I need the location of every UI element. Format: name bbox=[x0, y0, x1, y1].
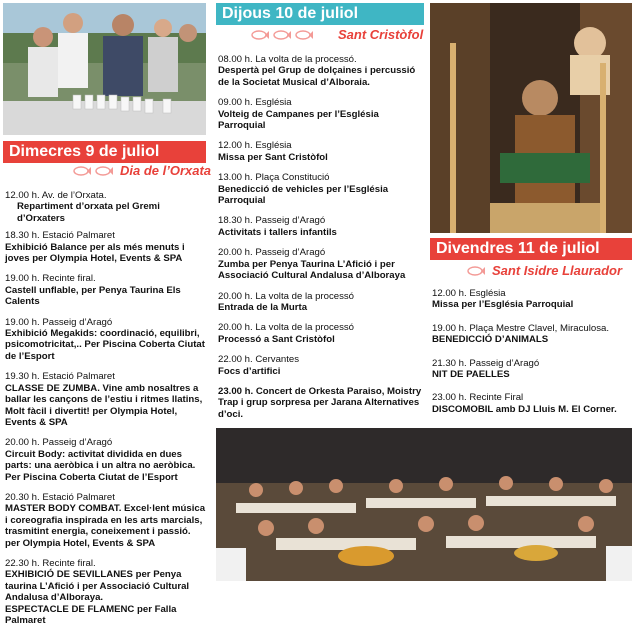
dedication-label: Dia de l’Orxata bbox=[120, 163, 212, 178]
event-description: Missa per l’Església Parroquial bbox=[432, 299, 574, 311]
event-description: MASTER BODY COMBAT. Excel·lent música i coreografia inspirada en les arts marcials, trasmitint energia, coneixement i passió. per Olympia Hotel, Events & SPA bbox=[5, 503, 206, 549]
event-time-place: 20.00 h. La volta de la processó bbox=[218, 290, 355, 302]
event-item bbox=[432, 323, 632, 346]
event-time-place: 20.00 h. Passeig d’Aragó bbox=[218, 247, 326, 259]
event-time-place: 19.00 h. Passeig d’Aragó bbox=[5, 316, 113, 328]
event-description: Repartiment d’orxata pel Gremi d’Orxaters bbox=[17, 201, 160, 224]
event-item bbox=[432, 288, 632, 311]
event-item bbox=[218, 291, 423, 314]
event-description: DISCOMOBIL amb DJ Lluis M. El Corner. bbox=[432, 403, 617, 415]
event-description: Benedicció de vehicles per l’Església Parroquial bbox=[218, 183, 389, 207]
event-item bbox=[5, 317, 207, 363]
event-time-place: 18.30 h. Estació Palmaret bbox=[5, 230, 115, 242]
event-time-place: 12.00 h. Església bbox=[432, 288, 506, 299]
event-description: Castell unflable, per Penya Taurina Els Calents bbox=[5, 284, 181, 308]
event-item bbox=[218, 386, 423, 420]
event-description: Focs d’artifici bbox=[218, 365, 281, 377]
event-description: CLASSE DE ZUMBA. Vine amb nosaltres a ballar les cançons de l’estiu i ritmes llatins, Molt fàcil i divertit! per Olympia Hotel, Events & SPA bbox=[5, 382, 203, 428]
day-header-dimecres: Dimecres 9 de juliol bbox=[3, 141, 206, 163]
event-time-place: 20.00 h. Passeig d’Aragó bbox=[5, 437, 113, 449]
event-time-place: 08.00 h. La volta de la processó. bbox=[218, 54, 357, 65]
day-header-divendres: Divendres 11 de juliol bbox=[430, 238, 632, 260]
event-item bbox=[5, 437, 207, 483]
event-time-place: 19.00 h. Plaça Mestre Clavel, Miraculosa. bbox=[432, 322, 610, 334]
event-time-place: 12.00 h. Av. de l’Orxata. bbox=[5, 190, 107, 201]
event-description: Volteig de Campanes per l’Església Parroquial bbox=[218, 108, 379, 132]
event-description: ESPECTACLE DE FLAMENC per Falla Palmaret bbox=[5, 603, 177, 626]
event-time-place: 20.30 h. Estació Palmaret bbox=[5, 491, 115, 503]
event-time-place: 19.00 h. Recinte firal. bbox=[5, 273, 96, 285]
event-item bbox=[218, 140, 423, 163]
event-description: BENEDICCIÓ D’ANIMALS bbox=[432, 334, 549, 346]
event-item bbox=[5, 273, 207, 307]
dedication-dimecres bbox=[72, 163, 211, 178]
dedication-divendres bbox=[466, 263, 622, 278]
event-item bbox=[5, 230, 207, 264]
dedication-label: Sant Cristòfol bbox=[338, 27, 424, 42]
event-item bbox=[218, 354, 423, 377]
event-description: Processó a Sant Cristòfol bbox=[218, 333, 335, 345]
event-time-place: 13.00 h. Plaça Constitució bbox=[218, 172, 330, 184]
event-item bbox=[218, 97, 423, 131]
event-description: Activitats i tallers infantils bbox=[218, 226, 337, 238]
fish-icon bbox=[72, 165, 114, 177]
event-description: Exhibició Megakids: coordinació, equilibri, psicomotricitat,.. Per Piscina Coberta Ciutat de l’Esport bbox=[5, 328, 205, 362]
event-time-place: 18.30 h. Passeig d’Aragó bbox=[218, 215, 326, 227]
schedule-dijous bbox=[218, 54, 423, 429]
event-time-place: 22.30 h. Recinte firal. bbox=[5, 557, 96, 569]
event-description: EXHIBICIÓ DE SEVILLANES per Penya taurina L’Afició i per Associació Cultural Andalusa d’Alboraya. bbox=[5, 569, 190, 604]
dedication-label: Sant Isidre Llaurador bbox=[492, 263, 623, 278]
event-description: Entrada de la Murta bbox=[218, 301, 308, 313]
event-item bbox=[5, 558, 207, 604]
event-item bbox=[5, 492, 207, 549]
event-item bbox=[432, 392, 632, 415]
day-header-dijous: Dijous 10 de juliol bbox=[216, 3, 424, 25]
photo-nit-de-paelles bbox=[216, 428, 632, 581]
dedication-dijous bbox=[250, 27, 423, 42]
event-item bbox=[432, 358, 632, 381]
event-item bbox=[218, 54, 423, 88]
event-description: Missa per Sant Cristòfol bbox=[218, 151, 328, 163]
event-time-place: 20.00 h. La volta de la processó bbox=[218, 322, 355, 334]
event-item bbox=[218, 247, 423, 281]
event-time-place: 22.00 h. Cervantes bbox=[218, 354, 300, 366]
schedule-dimecres bbox=[5, 190, 207, 635]
event-time-place: 09.00 h. Església bbox=[218, 97, 292, 109]
event-description: Despertà pel Grup de dolçaines i percussió de la Societat Musical d’Alboraia. bbox=[218, 65, 416, 88]
event-time-place: 12.00 h. Església bbox=[218, 140, 292, 152]
photo-sant-cristofol-statue bbox=[430, 3, 632, 233]
event-description: NIT DE PAELLES bbox=[432, 369, 510, 381]
event-item bbox=[218, 172, 423, 206]
event-item bbox=[218, 215, 423, 238]
event-description: Exhibició Balance per als més menuts i joves per Olympia Hotel, Events & SPA bbox=[5, 241, 185, 265]
event-time-place: 19.30 h. Estació Palmaret bbox=[5, 371, 115, 383]
event-description: Zumba per Penya Taurina L’Afició i per Associació Cultural Andalusa d’Alboraya bbox=[218, 258, 406, 282]
photo-orxata-serving bbox=[3, 3, 206, 135]
fish-icon bbox=[250, 29, 314, 41]
event-item bbox=[5, 371, 207, 428]
schedule-divendres bbox=[432, 288, 632, 424]
event-item bbox=[5, 604, 207, 627]
event-item bbox=[218, 322, 423, 345]
fish-icon bbox=[466, 265, 486, 277]
event-description: Circuit Body: activitat dividida en dues parts: una aeròbica i un altra no aeròbica. Per Piscina Coberta Ciutat de l’Esport bbox=[5, 448, 196, 483]
event-description: 23.00 h. Concert de Orkesta Paraiso, Moistry Trap i grup sorpresa per Jarana Alternatives d’oci. bbox=[218, 385, 422, 420]
event-time-place: 21.30 h. Passeig d’Aragó bbox=[432, 357, 540, 369]
event-item bbox=[5, 190, 207, 224]
event-time-place: 23.00 h. Recinte Firal bbox=[432, 392, 524, 404]
